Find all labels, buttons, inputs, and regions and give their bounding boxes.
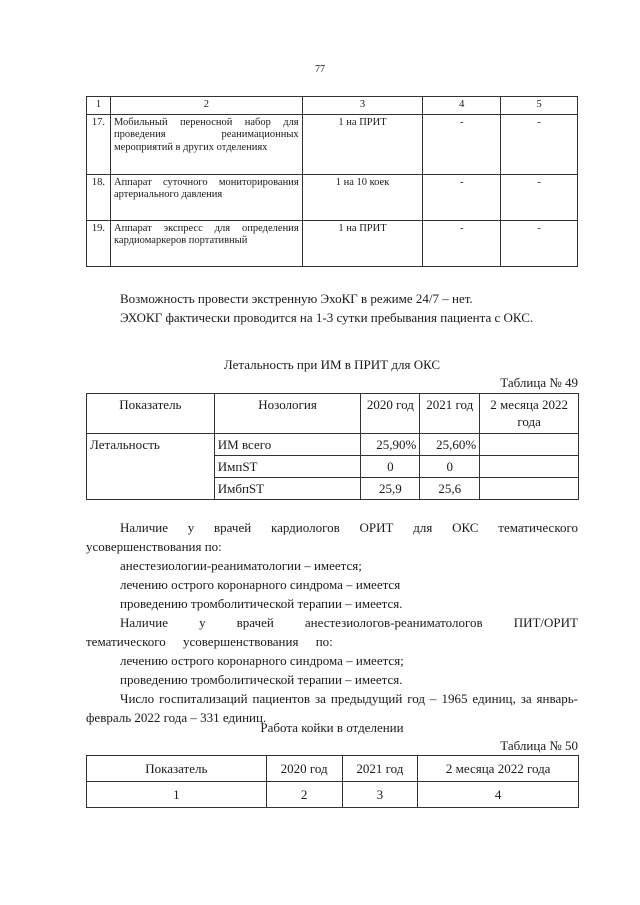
column-number-cell: 3 bbox=[342, 782, 418, 808]
indicator-cell: Летальность bbox=[87, 434, 215, 500]
cardiologists-training-text: Наличие у врачей кардиологов ОРИТ для ОКС тематического усовершенствования по: bbox=[86, 520, 578, 554]
equipment-name: Аппарат суточного мониторирования артериального давления bbox=[110, 174, 302, 220]
anesthesiologists-training-text: Наличие у врачей анестезиологов-реаниматологов ПИТ/ОРИТ тематического усовершенствования по: bbox=[86, 615, 578, 649]
cell-col5: - bbox=[501, 220, 578, 266]
training-item: проведению тромболитической терапии – имеется. bbox=[120, 596, 403, 611]
value-2020: 25,9 bbox=[361, 478, 420, 500]
mortality-table bbox=[86, 393, 579, 500]
table-row bbox=[87, 114, 578, 174]
header-cell: 2020 год bbox=[266, 756, 342, 782]
page-number: 77 bbox=[315, 64, 325, 75]
header-cell: 1 bbox=[87, 97, 111, 115]
header-cell: Показатель bbox=[87, 756, 267, 782]
echo-timing-text: ЭХОКГ фактически проводится на 1-3 сутки пребывания пациента с ОКС. bbox=[120, 310, 534, 325]
table-header-row bbox=[87, 394, 579, 434]
header-cell: 2021 год bbox=[342, 756, 418, 782]
hospitalizations-text: Число госпитализаций пациентов за предыдущий год – 1965 единиц, за январь-февраль 2022 года – 331 единиц. bbox=[86, 691, 578, 725]
equipment-name: Аппарат экспресс для определения кардиомаркеров портативный bbox=[110, 220, 302, 266]
header-cell: Нозология bbox=[214, 394, 361, 434]
equipment-qty: 1 на 10 коек bbox=[302, 174, 423, 220]
table-row bbox=[87, 434, 579, 456]
value-2020: 0 bbox=[361, 456, 420, 478]
header-cell: 4 bbox=[423, 97, 501, 115]
equipment-name: Мобильный переносной набор для проведения реанимационных мероприятий в других отделениях bbox=[110, 114, 302, 174]
value-2020: 25,90% bbox=[361, 434, 420, 456]
cell-col4: - bbox=[423, 220, 501, 266]
header-cell: 2 месяца 2022 года bbox=[418, 756, 579, 782]
cell-col4: - bbox=[423, 114, 501, 174]
header-cell: 5 bbox=[501, 97, 578, 115]
echo-availability-text: Возможность провести экстренную ЭхоКГ в режиме 24/7 – нет. bbox=[120, 291, 473, 306]
table-header-row bbox=[87, 756, 579, 782]
table49-caption: Летальность при ИМ в ПРИТ для ОКС bbox=[223, 357, 441, 372]
table50-number: Таблица № 50 bbox=[500, 738, 578, 753]
header-cell: 2 bbox=[110, 97, 302, 115]
cell-col4: - bbox=[423, 174, 501, 220]
table-row bbox=[87, 782, 579, 808]
column-number-cell: 4 bbox=[418, 782, 579, 808]
equipment-qty: 1 на ПРИТ bbox=[302, 114, 423, 174]
value-2022 bbox=[480, 434, 579, 456]
value-2021: 25,60% bbox=[420, 434, 480, 456]
header-cell: 2021 год bbox=[420, 394, 480, 434]
value-2022 bbox=[480, 456, 579, 478]
table-row bbox=[87, 220, 578, 266]
cell-col5: - bbox=[501, 114, 578, 174]
value-2021: 25,6 bbox=[420, 478, 480, 500]
table-row bbox=[87, 174, 578, 220]
bed-work-table bbox=[86, 755, 579, 808]
header-cell: Показатель bbox=[87, 394, 215, 434]
nosology-cell: ИМ всего bbox=[214, 434, 361, 456]
training-item: лечению острого коронарного синдрома – имеется; bbox=[120, 653, 404, 668]
table50-caption: Работа койки в отделении bbox=[260, 720, 404, 735]
nosology-cell: ИмбпST bbox=[214, 478, 361, 500]
value-2021: 0 bbox=[420, 456, 480, 478]
table-header-row bbox=[87, 97, 578, 115]
table49-number: Таблица № 49 bbox=[500, 375, 578, 390]
equipment-qty: 1 на ПРИТ bbox=[302, 220, 423, 266]
training-item: анестезиологии-реаниматологии – имеется; bbox=[120, 558, 362, 573]
value-2022 bbox=[480, 478, 579, 500]
header-cell: 3 bbox=[302, 97, 423, 115]
header-cell: 2 месяца 2022 года bbox=[480, 394, 579, 434]
column-number-cell: 2 bbox=[266, 782, 342, 808]
row-number: 17. bbox=[87, 114, 111, 174]
column-number-cell: 1 bbox=[87, 782, 267, 808]
row-number: 19. bbox=[87, 220, 111, 266]
training-item: лечению острого коронарного синдрома – имеется bbox=[120, 577, 401, 592]
training-item: проведению тромболитической терапии – имеется. bbox=[120, 672, 403, 687]
nosology-cell: ИмпST bbox=[214, 456, 361, 478]
header-cell: 2020 год bbox=[361, 394, 420, 434]
equipment-table bbox=[86, 96, 578, 267]
cell-col5: - bbox=[501, 174, 578, 220]
row-number: 18. bbox=[87, 174, 111, 220]
